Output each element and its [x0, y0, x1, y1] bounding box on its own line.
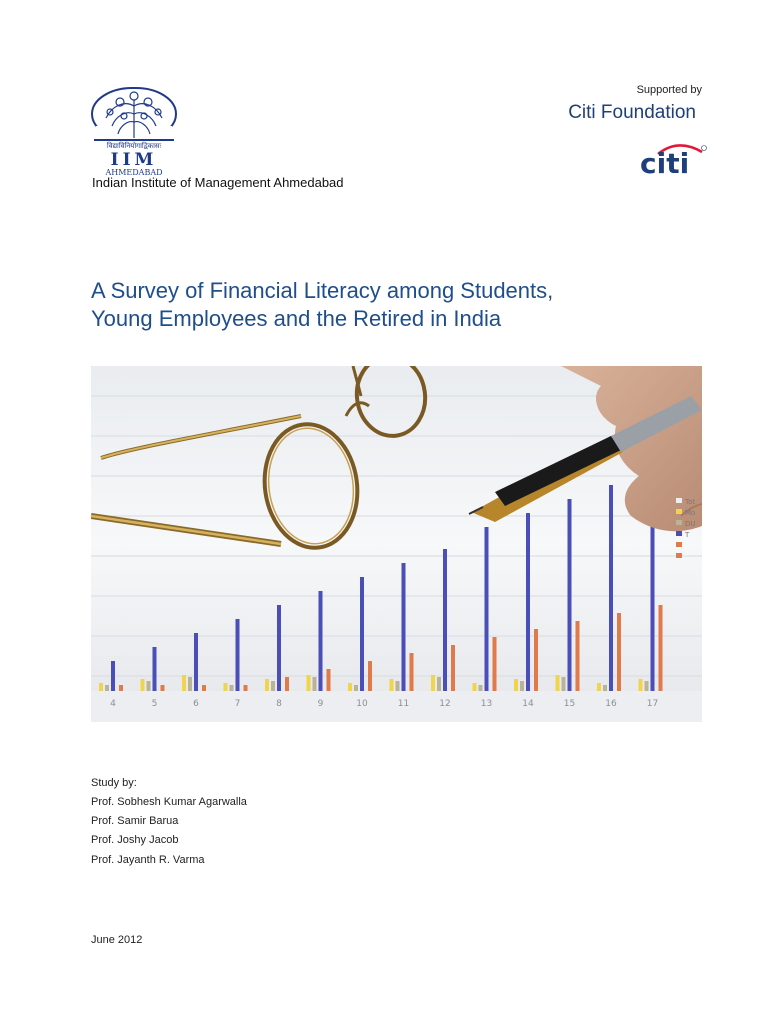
- cover-axis-label: 13: [480, 699, 493, 709]
- report-title: [91, 277, 691, 333]
- cover-bar: [576, 621, 580, 691]
- cover-legend-label: Mo: [685, 509, 696, 517]
- cover-bar: [319, 591, 323, 691]
- author-1: Prof. Sobhesh Kumar Agarwalla: [91, 796, 247, 808]
- cover-bar: [402, 563, 406, 691]
- cover-axis-label: 11: [397, 699, 410, 709]
- cover-bar: [493, 637, 497, 691]
- cover-bar: [99, 683, 103, 691]
- cover-bar: [443, 549, 447, 691]
- study-by-label: Study by:: [91, 777, 137, 789]
- cover-bar: [153, 647, 157, 691]
- cover-bar: [617, 613, 621, 691]
- citi-logo: [636, 140, 708, 176]
- cover-bar: [236, 619, 240, 691]
- cover-legend-swatch: [676, 542, 682, 547]
- cover-bar: [520, 681, 524, 691]
- cover-bar: [354, 685, 358, 691]
- cover-bar: [562, 677, 566, 691]
- cover-bar: [556, 675, 560, 691]
- cover-bar: [105, 685, 109, 691]
- cover-bar: [194, 633, 198, 691]
- cover-bar: [161, 685, 165, 691]
- cover-axis-label: 15: [563, 699, 576, 709]
- cover-legend-swatch: [676, 498, 682, 503]
- svg-text:citi: citi: [640, 147, 690, 176]
- cover-bar: [360, 577, 364, 691]
- cover-axis-label: 12: [439, 699, 451, 709]
- cover-bar: [410, 653, 414, 691]
- cover-bar: [639, 679, 643, 691]
- cover-bar: [659, 605, 663, 691]
- cover-bar: [271, 681, 275, 691]
- cover-bar: [368, 661, 372, 691]
- publication-date: June 2012: [91, 934, 143, 946]
- cover-bar: [431, 675, 435, 691]
- title-line-2: Young Employees and the Retired in India: [91, 306, 502, 331]
- cover-bar: [568, 499, 572, 691]
- cover-axis-label: 8: [276, 699, 282, 709]
- cover-bar: [265, 679, 269, 691]
- cover-axis-label: 4: [110, 699, 116, 709]
- cover-legend-label: T: [685, 531, 690, 539]
- cover-bar: [313, 677, 317, 691]
- svg-text:विद्याविनियोगाद्विकासः: विद्याविनियोगाद्विकासः: [106, 142, 162, 150]
- cover-bar: [597, 683, 601, 691]
- author-3: Prof. Joshy Jacob: [91, 834, 179, 846]
- cover-legend-swatch: [676, 509, 682, 514]
- cover-photo: [91, 366, 702, 722]
- cover-bar: [277, 605, 281, 691]
- cover-axis-label: 16: [605, 699, 617, 709]
- cover-bar: [609, 485, 613, 691]
- cover-bar: [437, 677, 441, 691]
- cover-axis-label: 14: [522, 699, 534, 709]
- cover-axis-label: 5: [151, 699, 158, 709]
- author-4: Prof. Jayanth R. Varma: [91, 854, 205, 866]
- cover-legend-swatch: [676, 520, 682, 525]
- cover-bar: [603, 685, 607, 691]
- cover-bar: [307, 675, 311, 691]
- cover-bar: [526, 513, 530, 691]
- cover-bar: [141, 679, 145, 691]
- sponsor-name: Citi Foundation: [568, 102, 696, 123]
- cover-bar: [645, 681, 649, 691]
- svg-text:IIM: IIM: [110, 150, 158, 170]
- cover-bar: [485, 527, 489, 691]
- iim-ahmedabad-logo: [90, 86, 178, 178]
- cover-bar: [348, 683, 352, 691]
- cover-bar: [514, 679, 518, 691]
- cover-bar: [244, 685, 248, 691]
- cover-axis-label: 7: [234, 699, 241, 709]
- study-by: [91, 774, 247, 870]
- cover-bar: [451, 645, 455, 691]
- cover-legend-swatch: [676, 531, 682, 536]
- cover-bar: [534, 629, 538, 691]
- cover-axis-label: 10: [356, 699, 368, 709]
- cover-bar: [147, 681, 151, 691]
- cover-bar: [182, 675, 186, 691]
- cover-axis-label: 6: [193, 699, 199, 709]
- cover-legend-label: Tot: [685, 498, 696, 506]
- svg-text:AHMEDABAD: AHMEDABAD: [105, 168, 163, 177]
- cover-bar: [224, 683, 228, 691]
- institute-name: Indian Institute of Management Ahmedabad: [92, 175, 344, 190]
- cover-bar: [119, 685, 123, 691]
- cover-bar: [327, 669, 331, 691]
- cover-legend-label: DU: [685, 520, 696, 528]
- cover-bar: [188, 677, 192, 691]
- supported-by-label: Supported by: [636, 84, 702, 96]
- cover-axis-label: 9: [317, 699, 324, 709]
- cover-bar: [473, 683, 477, 691]
- cover-bar: [285, 677, 289, 691]
- cover-bar: [230, 685, 234, 691]
- title-line-1: A Survey of Financial Literacy among Students,: [91, 278, 554, 303]
- cover-bar: [390, 679, 394, 691]
- cover-axis-label: 17: [646, 699, 659, 709]
- author-2: Prof. Samir Barua: [91, 815, 179, 827]
- cover-bar: [202, 685, 206, 691]
- cover-bar: [396, 681, 400, 691]
- cover-bar: [479, 685, 483, 691]
- cover-bar: [111, 661, 115, 691]
- cover-legend-swatch: [676, 553, 682, 558]
